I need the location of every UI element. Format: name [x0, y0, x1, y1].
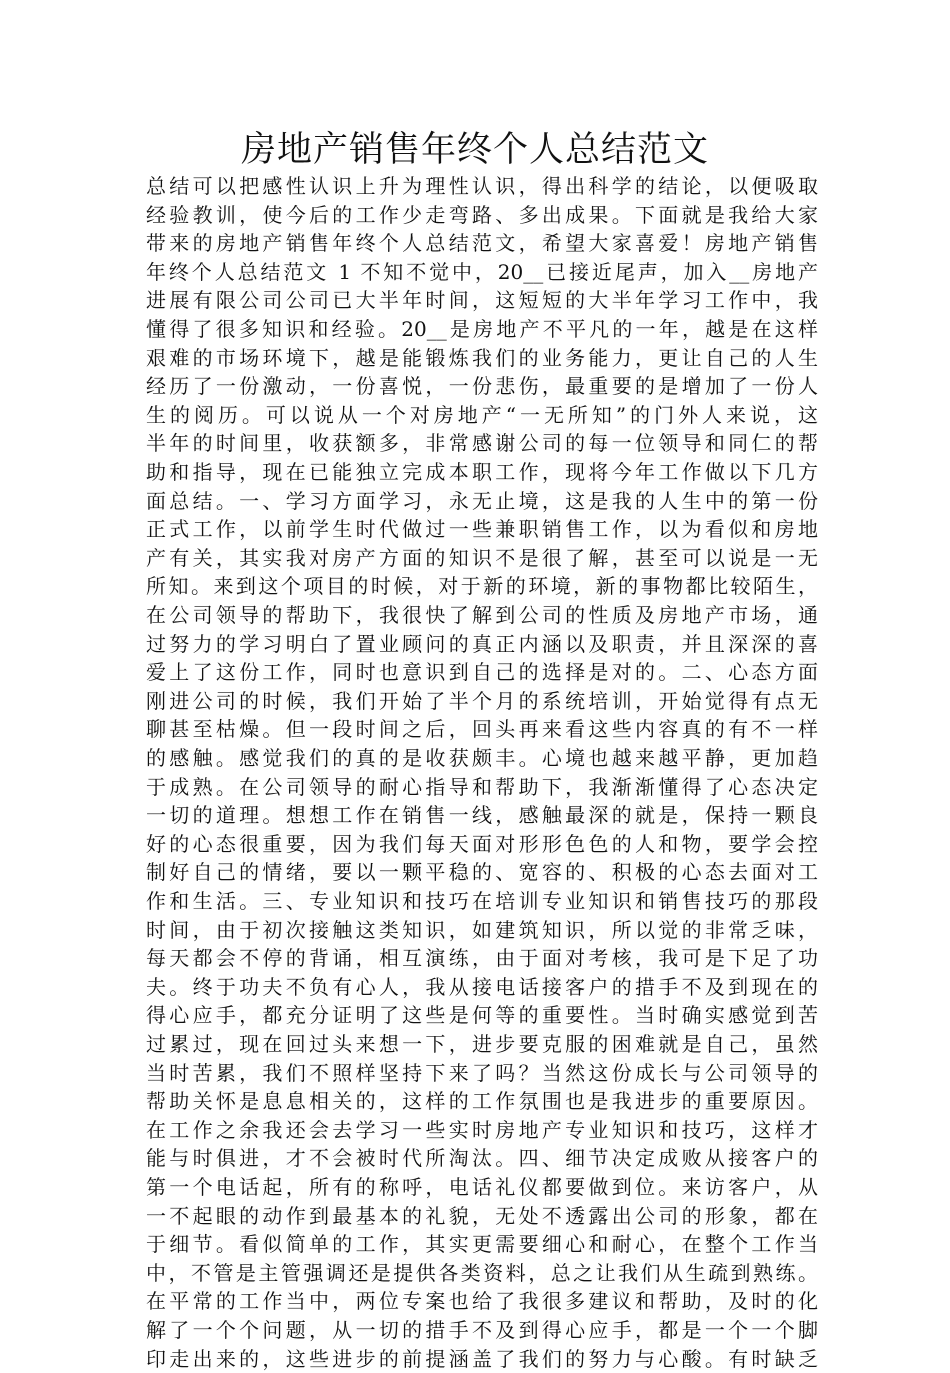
- text-line: 过努力的学习明白了置业顾问的真正内涵以及职责，并且深深的喜: [146, 631, 818, 656]
- text-line: 的感触。感觉我们的真的是收获颇丰。心境也越来越平静，更加趋: [146, 746, 818, 770]
- text-line: 爱上了这份工作，同时也意识到自己的选择是对的。二、心态方面: [146, 660, 818, 685]
- text-line: 生的阅历。可以说从一个对房地产“一无所知”的门外人来说，这: [146, 402, 818, 427]
- text-line: 于细节。看似简单的工作，其实更需要细心和耐心，在整个工作当: [146, 1232, 818, 1257]
- text-line: 刚进公司的时候，我们开始了半个月的系统培训，开始觉得有点无: [146, 688, 818, 713]
- text-line: 每天都会不停的背诵，相互演练，由于面对考核，我可是下足了功: [146, 946, 818, 971]
- text-line: 总结可以把感性认识上升为理性认识，得出科学的结论，以便吸取: [146, 174, 818, 198]
- text-line: 在工作之余我还会去学习一些实时房地产专业知识和技巧，这样才: [146, 1117, 818, 1142]
- text-line: 当时苦累，我们不照样坚持下来了吗？当然这份成长与公司领导的: [146, 1060, 818, 1085]
- text-line: 作和生活。三、专业知识和技巧在培训专业知识和销售技巧的那段: [146, 889, 818, 913]
- text-line: 懂得了很多知识和经验。20__是房地产不平凡的一年，越是在这样: [146, 317, 818, 341]
- text-line: 得心应手，都充分证明了这些是何等的重要性。当时确实感觉到苦: [146, 1003, 818, 1028]
- text-line: 夫。终于功夫不负有心人，我从接电话接客户的措手不及到现在的: [146, 974, 818, 999]
- text-line: 在平常的工作当中，两位专案也给了我很多建议和帮助，及时的化: [146, 1289, 818, 1314]
- text-line: 解了一个个问题，从一切的措手不及到得心应手，都是一个一个脚: [146, 1318, 818, 1342]
- text-line: 正式工作，以前学生时代做过一些兼职销售工作，以为看似和房地: [146, 517, 818, 542]
- text-line: 印走出来的，这些进步的前提涵盖了我们的努力与心酸。有时缺乏: [146, 1346, 818, 1371]
- text-line: 在公司领导的帮助下，我很快了解到公司的性质及房地产市场，通: [146, 603, 818, 627]
- text-line: 中，不管是主管强调还是提供各类资料，总之让我们从生疏到熟练。: [146, 1260, 818, 1285]
- text-line: 半年的时间里，收获额多，非常感谢公司的每一位领导和同仁的帮: [146, 431, 818, 456]
- text-line: 助和指导，现在已能独立完成本职工作，现将今年工作做以下几方: [146, 460, 818, 484]
- text-line: 能与时俱进，才不会被时代所淘汰。四、细节决定成败从接客户的: [146, 1146, 818, 1171]
- text-line: 进展有限公司公司已大半年时间，这短短的大半年学习工作中，我: [146, 288, 818, 313]
- text-line: 产有关，其实我对房产方面的知识不是很了解，甚至可以说是一无: [146, 545, 818, 570]
- text-line: 好的心态很重要，因为我们每天面对形形色色的人和物，要学会控: [146, 831, 818, 856]
- document-title: 房地产销售年终个人总结范文: [240, 130, 709, 170]
- text-line: 经历了一份激动，一份喜悦，一份悲伤，最重要的是增加了一份人: [146, 374, 818, 399]
- text-line: 带来的房地产销售年终个人总结范文，希望大家喜爱！房地产销售: [146, 231, 818, 256]
- text-line: 过累过，现在回过头来想一下，进步要克服的困难就是自己，虽然: [146, 1032, 818, 1056]
- text-line: 所知。来到这个项目的时候，对于新的环境，新的事物都比较陌生，: [146, 574, 818, 599]
- text-line: 帮助关怀是息息相关的，这样的工作氛围也是我进步的重要原因。: [146, 1089, 818, 1114]
- text-line: 制好自己的情绪，要以一颗平稳的、宽容的、积极的心态去面对工: [146, 860, 818, 885]
- text-line: 艰难的市场环境下，越是能锻炼我们的业务能力，更让自己的人生: [146, 345, 818, 370]
- text-line: 第一个电话起，所有的称呼，电话礼仪都要做到位。来访客户，从: [146, 1175, 818, 1199]
- text-line: 经验教训，使今后的工作少走弯路、多出成果。下面就是我给大家: [146, 202, 818, 227]
- text-line: 年终个人总结范文 1 不知不觉中，20__已接近尾声，加入__房地产: [146, 259, 818, 284]
- text-line: 时间，由于初次接触这类知识，如建筑知识，所以觉的非常乏味，: [146, 917, 818, 942]
- text-line: 聊甚至枯燥。但一段时间之后，回头再来看这些内容真的有不一样: [146, 717, 818, 742]
- text-line: 一切的道理。想想工作在销售一线，感触最深的就是，保持一颗良: [146, 803, 818, 828]
- text-line: 面总结。一、学习方面学习，永无止境，这是我的人生中的第一份: [146, 488, 818, 513]
- text-line: 于成熟。在公司领导的耐心指导和帮助下，我渐渐懂得了心态决定: [146, 774, 818, 799]
- text-line: 一不起眼的动作到最基本的礼貌，无处不透露出公司的形象，都在: [146, 1203, 818, 1228]
